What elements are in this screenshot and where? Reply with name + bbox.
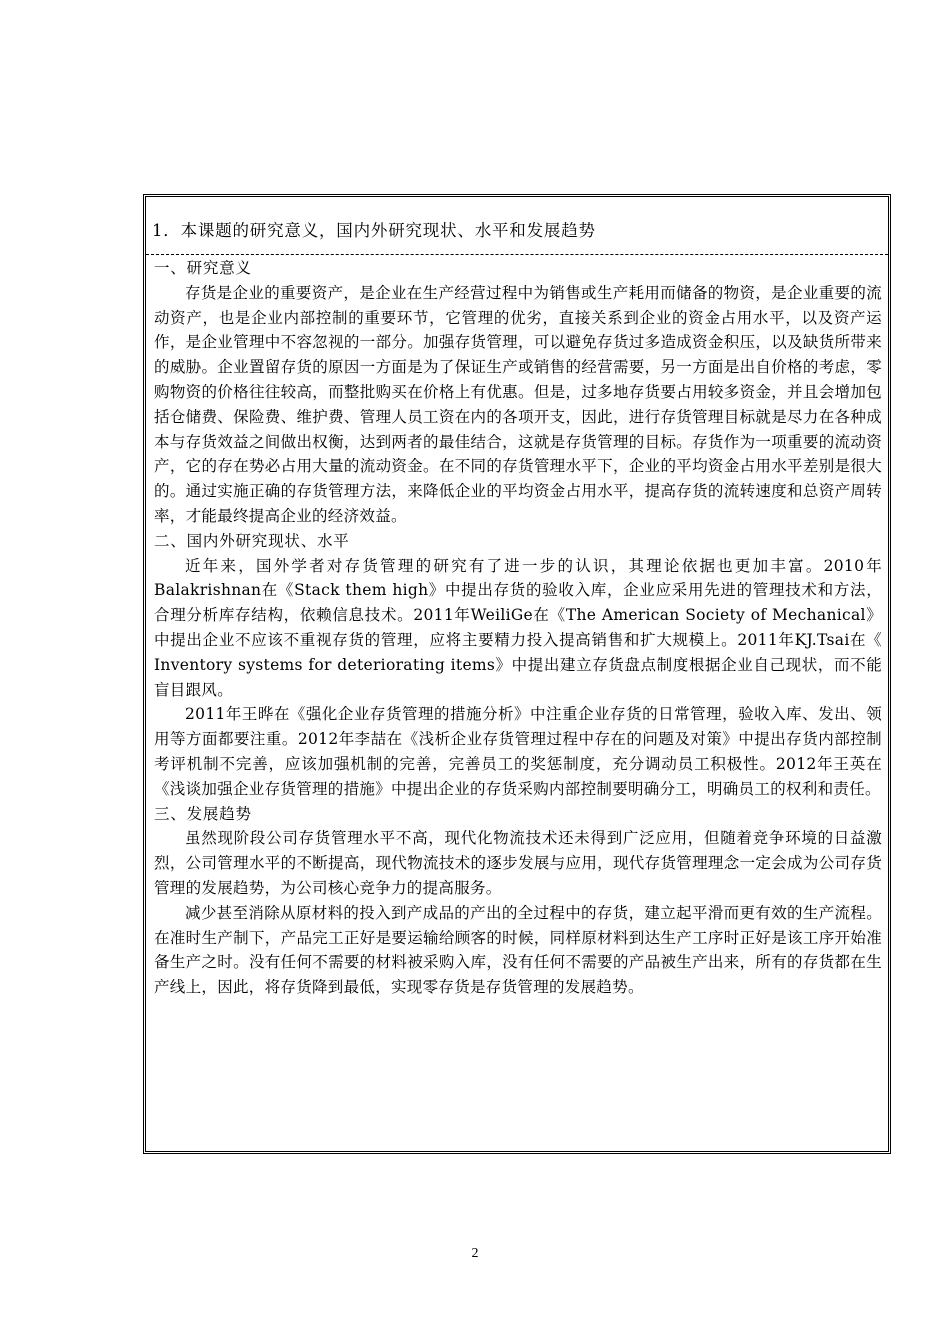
subheading-research-significance: 一、研究意义	[154, 259, 252, 277]
page-number: 2	[471, 1246, 479, 1261]
subheading-research-status: 二、国内外研究现状、水平	[154, 531, 350, 550]
body-paragraph: 2011年王晔在《强化企业存货管理的措施分析》中注重企业存货的日常管理，验收入库、发出、领用等方面都要注重。2012年李喆在《浅析企业存货管理过程中存在的问题及对策》中提出存货内部控制考评机制不完善，应该加强机制的完善，完善员工的奖惩制度，充分调动员工积极性。2012年王英在《浅谈加强企业存货管理的措施》中提出企业的存货采购内部控制要明确分工，明确员工的权利和责任。	[154, 705, 882, 798]
body-paragraph: 虽然现阶段公司存货管理水平不高，现代化物流技术还未得到广泛应用，但随着竞争环境的日益激烈，公司管理水平的不断提高，现代物流技术的逐步发展与应用，现代存货管理理念一定会成为公司存货管理的发展趋势，为公司核心竞争力的提高服务。	[154, 829, 882, 897]
report-table-frame	[143, 194, 891, 1154]
section-body	[146, 255, 888, 1000]
body-paragraph: 减少甚至消除从原材料的投入到产成品的产出的全过程中的存货，建立起平滑而更有效的生产流程。在准时生产制下，产品完工正好是要运输给顾客的时候，同样原材料到达生产工序时正好是该工序开始准备生产之时。没有任何不需要的材料被采购入库，没有任何不需要的产品被生产出来，所有的存货都在生产线上，因此，将存货降到最低，实现零存货是存货管理的发展趋势。	[154, 903, 882, 997]
body-paragraph: 存货是企业的重要资产，是企业在生产经营过程中为销售或生产耗用而储备的物资，是企业重要的流动资产，也是企业内部控制的重要环节，它管理的优劣，直接关系到企业的资金占用水平，以及资产运作，是企业管理中不容忽视的一部分。加强存货管理，可以避免存货过多造成资金积压，以及缺货所带来的威胁。企业置留存货的原因一方面是为了保证生产或销售的经营需要，另一方面是出自价格的考虑，零购物资的价格往往较高，而整批购买在价格上有优惠。但是，过多地存货要占用较多资金，并且会增加包括仓储费、保险费、维护费、管理人员工资在内的各项开支，因此，进行存货管理目标就是尽力在各种成本与存货效益之间做出权衡，达到两者的最佳结合，这就是存货管理的目标。存货作为一项重要的流动资产，它的存在势必占用大量的流动资金。在不同的存货管理水平下，企业的平均资金占用水平差别是很大的。通过实施正确的存货管理方法，来降低企业的平均资金占用水平，提高存货的流转速度和总资产周转率，才能最终提高企业的经济效益。	[154, 283, 882, 525]
subheading-development-trend: 三、发展趋势	[154, 804, 252, 823]
section-heading: 1．本课题的研究意义，国内外研究现状、水平和发展趋势	[146, 197, 888, 255]
body-paragraph: 近年来，国外学者对存货管理的研究有了进一步的认识，其理论依据也更加丰富。2010年Balakrishnan在《Stack them high》中提出存货的验收入库，企业应采用先进的管理技术和方法，合理分析库存结构，依赖信息技术。2011年WeiliGe在《The American Society of Mechanical》中提出企业不应该不重视存货的管理，应将主要精力投入提高销售和扩大规模上。2011年KJ.Tsai在《 Inventory systems for deteriorating items》中提出建立存货盘点制度根据企业自己现状，而不能盲目跟风。	[154, 556, 882, 699]
